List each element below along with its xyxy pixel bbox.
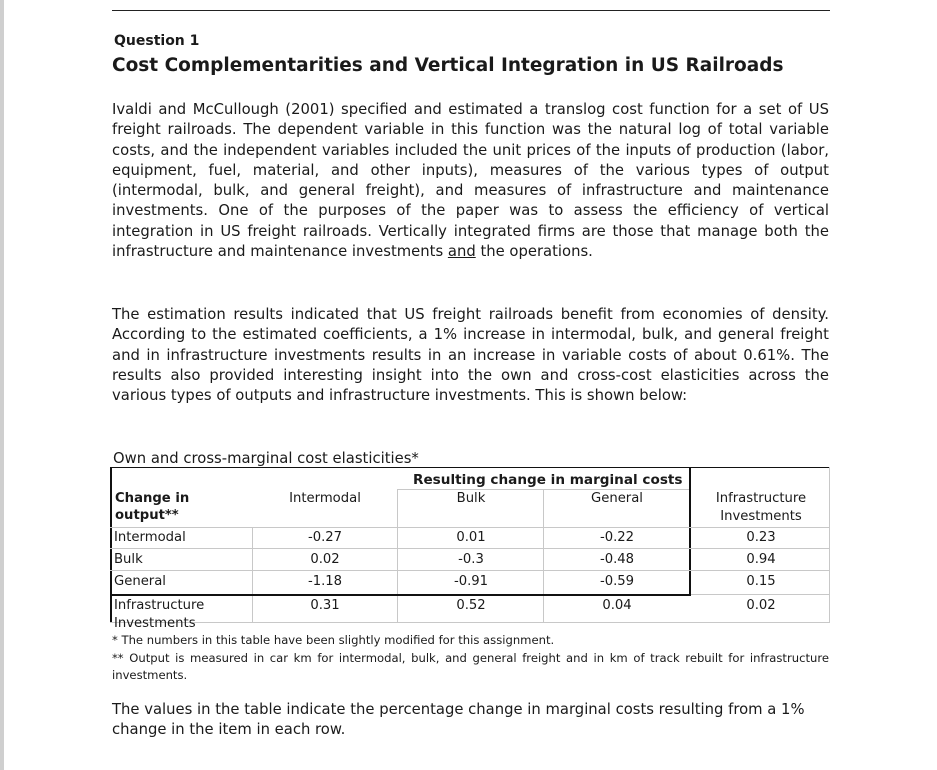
col-header-infrastructure-line1: Infrastructure [715, 491, 807, 506]
page-title: Cost Complementarities and Vertical Integration in US Railroads [112, 55, 784, 76]
caption-underline [112, 467, 829, 468]
row-label-infrastructure-line2: Investments [114, 616, 196, 631]
table-left-border [110, 467, 112, 623]
footnote-2: ** Output is measured in car km for intermodal, bulk, and general freight and in km of track rebuilt for infrastructure investments. [112, 651, 829, 682]
col-header-intermodal: Intermodal [289, 491, 361, 506]
table-cell: -0.22 [599, 530, 635, 545]
intro-text: Ivaldi and McCullough (2001) specified and estimated a translog cost function for a set of US freight railroads. The dependent variable in this function was the natural log of total variable costs, and the independent variables included the unit prices of the inputs of production (labor, equipment, fuel, material, and other inputs), measures of the various types of output (intermodal, bulk, and general freight), and measures of infrastructure and maintenance investments. One of the purposes of the paper was to assess the efficiency of vertical integration in US freight railroads. Vertically integrated firms are those that manage both the infrastructure and maintenance investments [112, 101, 829, 261]
row-header-line2: output** [115, 508, 179, 523]
top-rule [112, 10, 830, 11]
row-rule-2 [110, 570, 829, 571]
group-header: Resulting change in marginal costs [413, 472, 683, 488]
table-cell: 0.31 [310, 598, 340, 613]
row-label-infrastructure: Infrastructure [114, 598, 205, 613]
table-cell: -0.3 [458, 552, 484, 567]
results-paragraph: The estimation results indicated that US freight railroads benefit from economies of density. According to the estimated coefficients, a 1% increase in intermodal, bulk, and general freight and in infrastructure investments results in an increase in variable costs of about 0.61%. The results also provided interesting insight into the own and cross-cost elasticities across the various types of outputs and infrastructure investments. This is shown below: [112, 306, 829, 405]
table-cell: -0.59 [599, 574, 635, 589]
col-header-infrastructure-line2: Investments [720, 509, 802, 524]
row-label-bulk: Bulk [114, 552, 143, 567]
row-header-line1: Change in [115, 491, 190, 506]
table-cell: 0.15 [746, 574, 776, 589]
intro-paragraph [112, 100, 829, 262]
table-cell: 0.04 [602, 598, 632, 613]
page-left-edge [0, 0, 4, 770]
col-divider-1 [252, 527, 253, 623]
table-caption: Own and cross-marginal cost elasticities* [113, 450, 419, 467]
col-divider-3 [543, 489, 544, 623]
table-cell: 0.23 [746, 530, 776, 545]
table-cell: -1.18 [307, 574, 343, 589]
table-cell: -0.27 [307, 530, 343, 545]
table-cell: 0.02 [310, 552, 340, 567]
row-rule-3 [691, 594, 829, 595]
table-group-right-border [689, 467, 691, 596]
row-rule-1 [110, 548, 829, 549]
table-cell: -0.91 [453, 574, 489, 589]
closing-paragraph: The values in the table indicate the percentage change in marginal costs resulting from a 1% change in the item in each row. [112, 701, 805, 739]
row-rule-3-dark [110, 594, 691, 596]
table-cell: 0.02 [746, 598, 776, 613]
col-divider-2 [397, 489, 398, 623]
intro-text-end: the operations. [480, 243, 593, 261]
table-cell: -0.48 [599, 552, 635, 567]
col-header-general: General [591, 491, 643, 506]
table-cell: 0.01 [456, 530, 486, 545]
question-label: Question 1 [114, 33, 200, 49]
table-cell: 0.94 [746, 552, 776, 567]
col-header-bulk: Bulk [456, 491, 486, 506]
header-bottom-rule [110, 527, 829, 528]
table-bottom-rule [110, 622, 829, 623]
table-right-border [829, 467, 830, 623]
footnote-1: * The numbers in this table have been slightly modified for this assignment. [112, 633, 555, 647]
emphasis-and: and [447, 243, 476, 261]
row-label-general: General [114, 574, 166, 589]
table-cell: 0.52 [456, 598, 486, 613]
row-label-intermodal: Intermodal [114, 530, 186, 545]
group-header-rule [397, 489, 689, 490]
